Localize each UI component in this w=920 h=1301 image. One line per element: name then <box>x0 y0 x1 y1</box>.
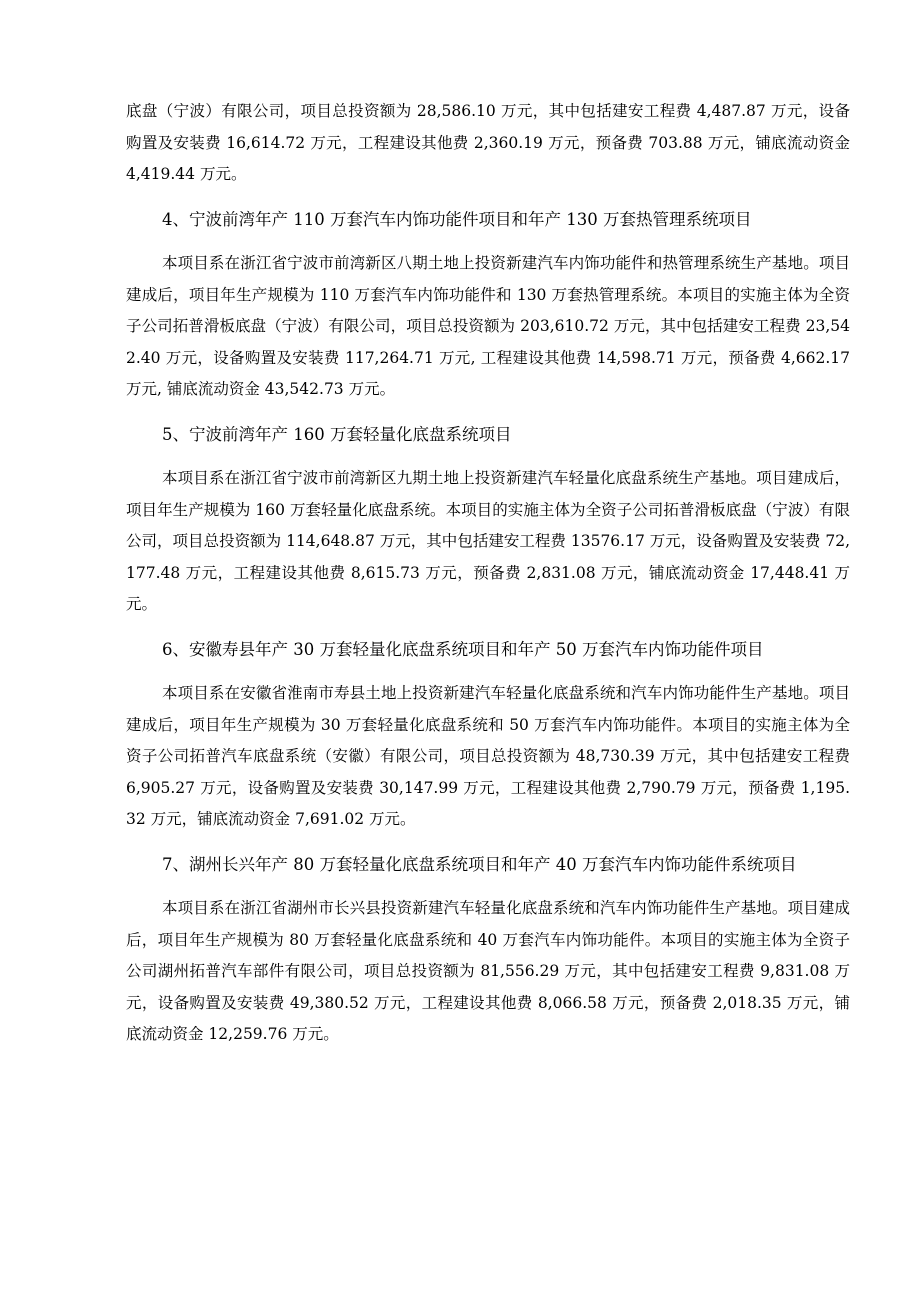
section-6-body: 本项目系在安徽省淮南市寿县土地上投资新建汽车轻量化底盘系统和汽车内饰功能件生产基地。项目建成后，项目年生产规模为 30 万套轻量化底盘系统和 50 万套汽车内饰功能件。本项目的实施主体为全资子公司拓普汽车底盘系统（安徽）有限公司，项目总投资额为 48,730.39 万元，其中包括建安工程费 6,905.27 万元，设备购置及安装费 30,147.99 万元，工程建设其他费 2,790.79 万元，预备费 1,195.32 万元，铺底流动资金 7,691.02 万元。 <box>126 684 850 828</box>
section-7-body: 本项目系在浙江省湖州市长兴县投资新建汽车轻量化底盘系统和汽车内饰功能件生产基地。项目建成后，项目年生产规模为 80 万套轻量化底盘系统和 40 万套汽车内饰功能件。本项目的实施主体为全资子公司湖州拓普汽车部件有限公司，项目总投资额为 81,556.29 万元，其中包括建安工程费 9,831.08 万元，设备购置及安装费 49,380.52 万元，工程建设其他费 8,066.58 万元，预备费 2,018.35 万元，铺底流动资金 12,259.76 万元。 <box>126 899 850 1043</box>
section-6-heading: 6、安徽寿县年产 30 万套轻量化底盘系统项目和年产 50 万套汽车内饰功能件项目 <box>162 639 764 659</box>
section-5-body: 本项目系在浙江省宁波市前湾新区九期土地上投资新建汽车轻量化底盘系统生产基地。项目建成后，项目年生产规模为 160 万套轻量化底盘系统。本项目的实施主体为全资子公司拓普滑板底盘（宁波）有限公司，项目总投资额为 114,648.87 万元，其中包括建安工程费 13576.17 万元，设备购置及安装费 72,177.48 万元，工程建设其他费 8,615.73 万元，预备费 2,831.08 万元，铺底流动资金 17,448.41 万元。 <box>126 469 850 613</box>
section-5-heading: 5、宁波前湾年产 160 万套轻量化底盘系统项目 <box>162 424 512 444</box>
section-7-heading: 7、湖州长兴年产 80 万套轻量化底盘系统项目和年产 40 万套汽车内饰功能件系统项目 <box>162 854 797 874</box>
section-4-body: 本项目系在浙江省宁波市前湾新区八期土地上投资新建汽车内饰功能件和热管理系统生产基地。项目建成后，项目年生产规模为 110 万套汽车内饰功能件和 130 万套热管理系统。本项目的实施主体为全资子公司拓普滑板底盘（宁波）有限公司，项目总投资额为 203,610.72 万元，其中包括建安工程费 23,542.40 万元，设备购置及安装费 117,264.71 万元, 工程建设其他费 14,598.71 万元，预备费 4,662.17 万元, 铺底流动资金 43,542.73 万元。 <box>126 254 850 398</box>
section-4-heading: 4、宁波前湾年产 110 万套汽车内饰功能件项目和年产 130 万套热管理系统项目 <box>162 209 752 229</box>
intro-continued-paragraph: 底盘（宁波）有限公司，项目总投资额为 28,586.10 万元，其中包括建安工程费 4,487.87 万元，设备购置及安装费 16,614.72 万元，工程建设其他费 2,360.19 万元，预备费 703.88 万元，铺底流动资金 4,419.44 万元。 <box>126 102 850 183</box>
document-page <box>126 96 850 1051</box>
